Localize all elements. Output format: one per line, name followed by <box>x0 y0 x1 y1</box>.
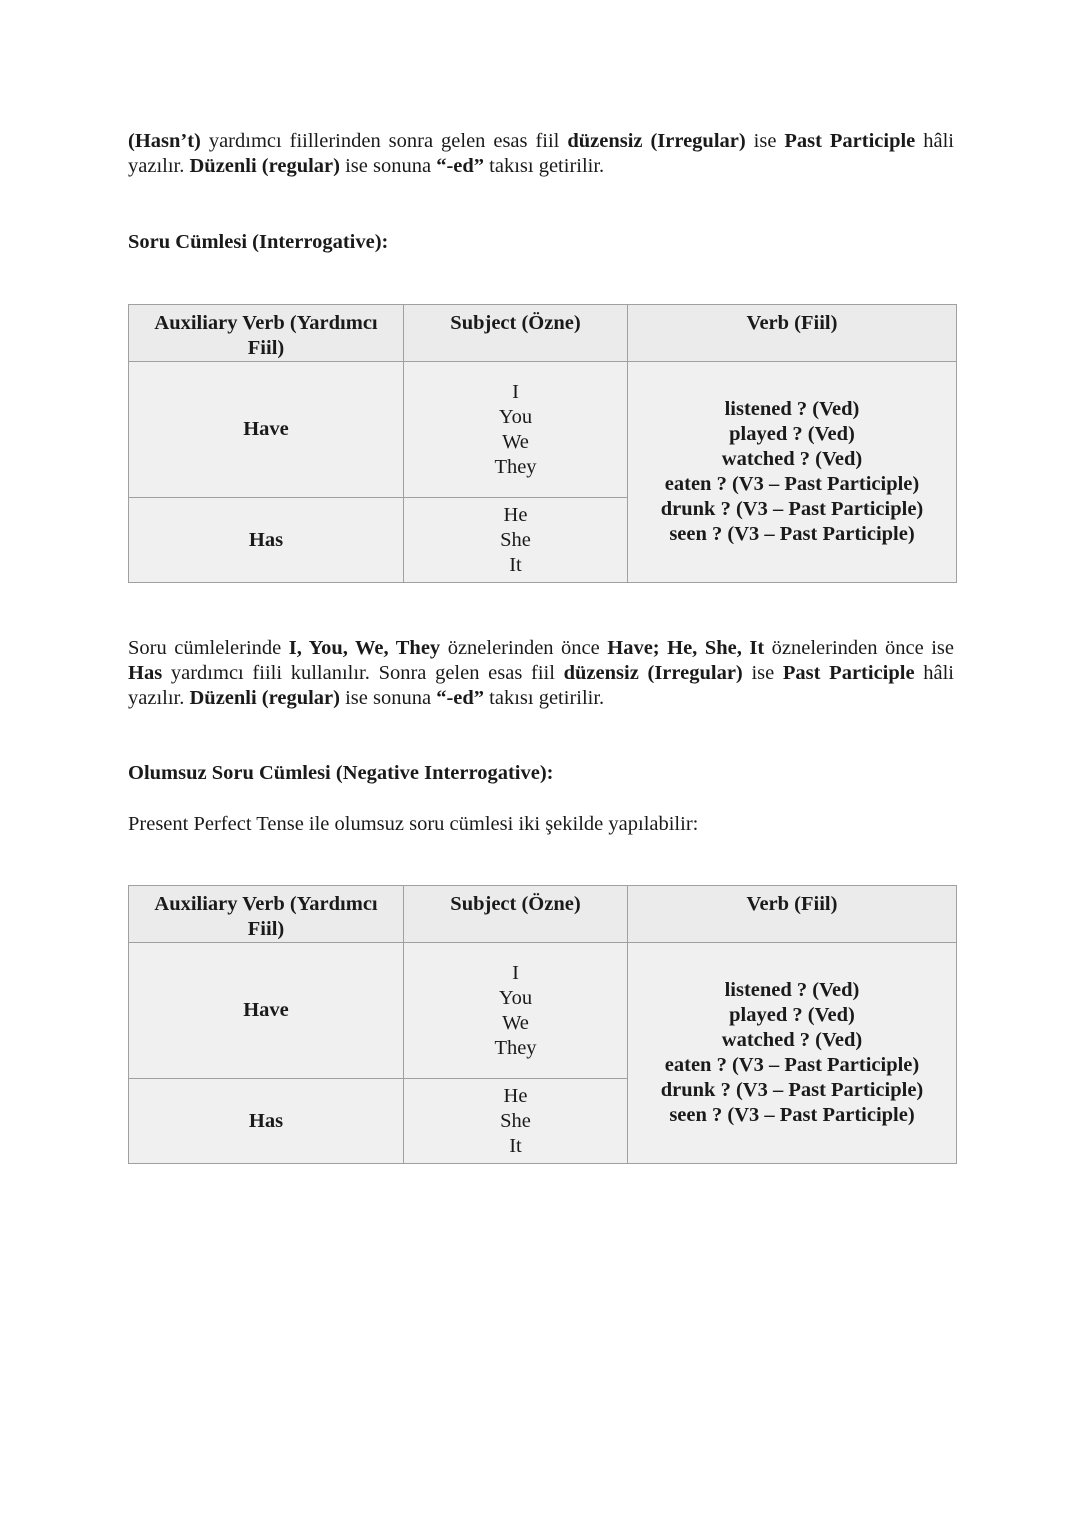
bold-text: Düzenli (regular) <box>189 155 340 177</box>
bold-text: Düzenli (regular) <box>189 687 340 709</box>
bold-text: “-ed” <box>436 155 485 177</box>
aux-has: Has <box>129 1079 404 1164</box>
header-auxiliary-verb: Auxiliary Verb (Yardımcı Fiil) <box>129 305 404 362</box>
bold-text: (Hasn’t) <box>128 130 201 152</box>
cell-line: They <box>494 1036 537 1059</box>
aux-have: Have <box>129 362 404 498</box>
table-row <box>129 362 957 498</box>
cell-line: drunk ? (V3 – Past Participle) <box>660 498 924 520</box>
header-subject: Subject (Özne) <box>404 305 628 362</box>
cell-line: eaten ? (V3 – Past Participle) <box>664 473 920 495</box>
interrogative-table <box>128 304 957 583</box>
cell-line: played ? (Ved) <box>729 1004 855 1026</box>
cell-line: watched ? (Ved) <box>721 1029 863 1051</box>
subjects-have <box>404 943 628 1079</box>
bold-text: Past Participle <box>784 130 916 152</box>
cell-line: seen ? (V3 – Past Participle) <box>669 523 915 545</box>
cell-line: They <box>494 455 537 478</box>
negative-interrogative-table <box>128 885 957 1164</box>
text-run: öznelerinden önce ise <box>764 637 954 659</box>
bold-text: I, You, We, They <box>288 637 441 659</box>
text-run: ise <box>745 130 785 152</box>
cell-line: listened ? (Ved) <box>724 398 860 420</box>
text-run: hâli yazılır. <box>128 130 954 177</box>
cell-line: listened ? (Ved) <box>724 979 860 1001</box>
cell-line: He <box>503 1084 528 1107</box>
text-run: öznelerinden önce <box>440 637 608 659</box>
text-run: takısı getirilir. <box>484 687 605 709</box>
cell-line: She <box>500 528 531 551</box>
table-row <box>129 943 957 1079</box>
cell-line: It <box>509 553 522 576</box>
intro-paragraph <box>128 129 954 179</box>
header-auxiliary-verb: Auxiliary Verb (Yardımcı Fiil) <box>129 886 404 943</box>
verb-list <box>628 362 957 583</box>
table-header-row <box>129 305 957 362</box>
header-subject: Subject (Özne) <box>404 886 628 943</box>
cell-line: played ? (Ved) <box>729 423 855 445</box>
cell-line: He <box>503 503 528 526</box>
bold-text: Have; He, She, It <box>607 637 765 659</box>
negative-interrogative-heading: Olumsuz Soru Cümlesi (Negative Interrogative): <box>128 762 554 784</box>
bold-text: düzensiz (Irregular) <box>563 662 743 684</box>
table-header-row <box>129 886 957 943</box>
bold-text: “-ed” <box>436 687 485 709</box>
cell-line: eaten ? (V3 – Past Participle) <box>664 1054 920 1076</box>
bold-text: Past Participle <box>782 662 915 684</box>
cell-line: seen ? (V3 – Past Participle) <box>669 1104 915 1126</box>
bold-text: düzensiz (Irregular) <box>567 130 746 152</box>
text-run: hâli yazılır. <box>128 662 954 709</box>
subjects-have <box>404 362 628 498</box>
header-verb: Verb (Fiil) <box>628 305 957 362</box>
interrogative-paragraph <box>128 636 954 711</box>
text-run: yardımcı fiillerinden sonra gelen esas fiil <box>200 130 568 152</box>
negative-interrogative-intro: Present Perfect Tense ile olumsuz soru cümlesi iki şekilde yapılabilir: <box>128 813 699 835</box>
verb-list <box>628 943 957 1164</box>
aux-has: Has <box>129 498 404 583</box>
aux-have: Have <box>129 943 404 1079</box>
text-run: takısı getirilir. <box>484 155 605 177</box>
header-verb: Verb (Fiil) <box>628 886 957 943</box>
text-run: Soru cümlelerinde <box>128 637 289 659</box>
cell-line: She <box>500 1109 531 1132</box>
cell-line: We <box>502 1011 529 1034</box>
text-run: ise sonuna <box>339 687 437 709</box>
subjects-has <box>404 498 628 583</box>
text-run: ise <box>742 662 783 684</box>
bold-text: Has <box>128 662 163 684</box>
cell-line: It <box>509 1134 522 1157</box>
cell-line: You <box>498 986 533 1009</box>
text-run: yardımcı fiili kullanılır. Sonra gelen esas fiil <box>162 662 564 684</box>
cell-line: You <box>498 405 533 428</box>
text-run: ise sonuna <box>339 155 437 177</box>
cell-line: I <box>512 961 519 984</box>
subjects-has <box>404 1079 628 1164</box>
cell-line: drunk ? (V3 – Past Participle) <box>660 1079 924 1101</box>
cell-line: watched ? (Ved) <box>721 448 863 470</box>
interrogative-heading: Soru Cümlesi (Interrogative): <box>128 231 389 253</box>
cell-line: I <box>512 380 519 403</box>
cell-line: We <box>502 430 529 453</box>
